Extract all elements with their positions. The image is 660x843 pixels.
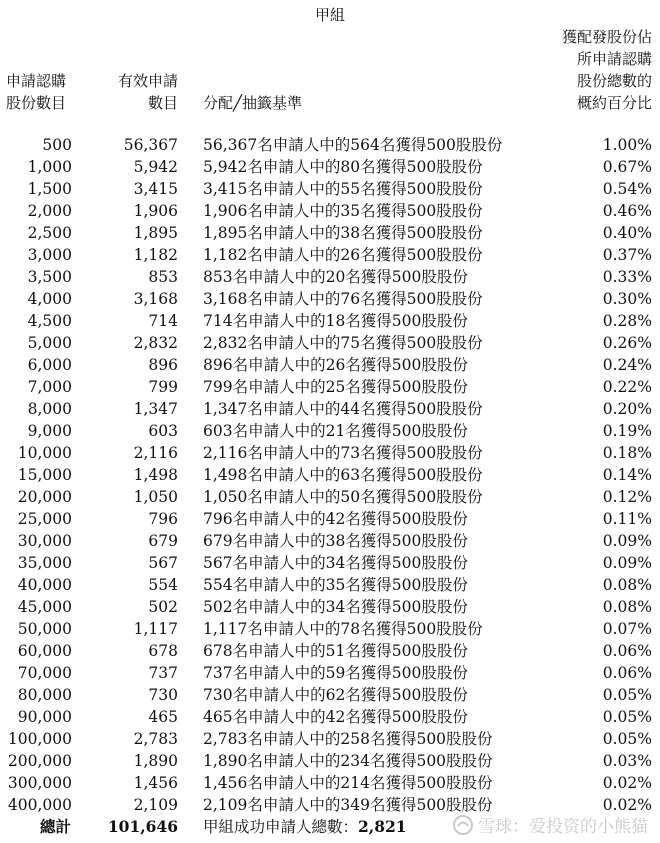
shares-cell: 45,000 [17, 598, 72, 616]
allocation-basis-cell: 730名申請人中的62名獲得500股股份 [203, 686, 468, 704]
percentage-cell: 0.06% [602, 642, 652, 660]
valid-applications-cell: 3,168 [133, 290, 178, 308]
table-row [0, 640, 660, 662]
shares-cell: 7,000 [27, 378, 72, 396]
table-row [0, 200, 660, 222]
shares-cell: 60,000 [17, 642, 72, 660]
table-row [0, 618, 660, 640]
percentage-cell: 0.09% [602, 554, 652, 572]
shares-cell: 4,500 [27, 312, 72, 330]
percentage-cell: 0.22% [602, 378, 652, 396]
header-shares-line2: 股份數目 [6, 94, 67, 112]
percentage-cell: 0.03% [602, 752, 652, 770]
percentage-cell: 1.00% [602, 136, 652, 154]
allocation-basis-cell: 796名申請人中的42名獲得500股股份 [203, 510, 468, 528]
shares-cell: 1,000 [27, 158, 72, 176]
allocation-basis-cell: 737名申請人中的59名獲得500股股份 [203, 664, 468, 682]
percentage-cell: 0.11% [602, 510, 652, 528]
table-row [0, 244, 660, 266]
header-valid-applications [108, 70, 178, 114]
valid-applications-cell: 679 [148, 532, 178, 550]
shares-cell: 30,000 [17, 532, 72, 550]
table-row [0, 288, 660, 310]
table-row [0, 684, 660, 706]
table-row [0, 486, 660, 508]
percentage-cell: 0.28% [602, 312, 652, 330]
shares-cell: 3,500 [27, 268, 72, 286]
header-shares-line1: 申請認購 [6, 72, 67, 90]
table-row [0, 530, 660, 552]
valid-applications-cell: 678 [148, 642, 178, 660]
allocation-basis-cell: 714名申請人中的18名獲得500股股份 [203, 312, 468, 330]
valid-applications-cell: 56,367 [123, 136, 178, 154]
header-valid-line1: 有效申請 [117, 72, 178, 90]
shares-cell: 6,000 [27, 356, 72, 374]
table-row [0, 354, 660, 376]
shares-cell: 1,500 [27, 180, 72, 198]
shares-cell: 8,000 [27, 400, 72, 418]
watermark-text: 雪球：爱投资的小熊猫 [478, 817, 648, 837]
table-row [0, 750, 660, 772]
allocation-table [0, 134, 660, 816]
percentage-cell: 0.37% [602, 246, 652, 264]
allocation-basis-cell: 1,182名申請人中的26名獲得500股股份 [203, 246, 483, 264]
total-valid-applications: 101,646 [107, 817, 178, 836]
allocation-basis-cell: 853名申請人中的20名獲得500股股份 [203, 268, 468, 286]
valid-applications-cell: 796 [148, 510, 178, 528]
header-basis-line1: 分配╱抽籤基準 [203, 94, 303, 112]
page-title: 甲組 [314, 6, 345, 24]
table-row [0, 508, 660, 530]
header-pct-line4: 概約百分比 [576, 94, 652, 112]
percentage-cell: 0.09% [602, 532, 652, 550]
valid-applications-cell: 1,347 [133, 400, 178, 418]
shares-cell: 400,000 [7, 796, 72, 814]
percentage-cell: 0.07% [602, 620, 652, 638]
valid-applications-cell: 554 [148, 576, 178, 594]
header-shares [6, 70, 66, 114]
valid-applications-cell: 2,783 [133, 730, 178, 748]
allocation-basis-cell: 5,942名申請人中的80名獲得500股股份 [203, 158, 483, 176]
shares-cell: 2,500 [27, 224, 72, 242]
percentage-cell: 0.08% [602, 598, 652, 616]
valid-applications-cell: 1,456 [133, 774, 178, 792]
table-row [0, 442, 660, 464]
allocation-basis-cell: 2,109名申請人中的349名獲得500股股份 [203, 796, 493, 814]
shares-cell: 3,000 [27, 246, 72, 264]
shares-cell: 50,000 [17, 620, 72, 638]
snowball-logo-icon [452, 814, 474, 836]
shares-cell: 300,000 [7, 774, 72, 792]
valid-applications-cell: 896 [148, 356, 178, 374]
total-label: 總計 [40, 818, 72, 836]
shares-cell: 90,000 [17, 708, 72, 726]
percentage-cell: 0.30% [602, 290, 652, 308]
allocation-basis-cell: 1,050名申請人中的50名獲得500股股份 [203, 488, 483, 506]
shares-cell: 2,000 [27, 202, 72, 220]
valid-applications-cell: 1,182 [133, 246, 178, 264]
valid-applications-cell: 1,906 [133, 202, 178, 220]
allocation-basis-cell: 1,117名申請人中的78名獲得500股股份 [203, 620, 483, 638]
table-row [0, 310, 660, 332]
valid-applications-cell: 603 [148, 422, 178, 440]
header-percentage [562, 26, 652, 114]
table-row [0, 222, 660, 244]
table-row [0, 420, 660, 442]
table-row [0, 772, 660, 794]
allocation-basis-cell: 896名申請人中的26名獲得500股股份 [203, 356, 468, 374]
percentage-cell: 0.14% [602, 466, 652, 484]
allocation-basis-cell: 678名申請人中的51名獲得500股股份 [203, 642, 468, 660]
table-row [0, 464, 660, 486]
percentage-cell: 0.02% [602, 774, 652, 792]
valid-applications-cell: 1,050 [133, 488, 178, 506]
shares-cell: 80,000 [17, 686, 72, 704]
valid-applications-cell: 2,116 [133, 444, 178, 462]
shares-cell: 5,000 [27, 334, 72, 352]
allocation-basis-cell: 2,832名申請人中的75名獲得500股股份 [203, 334, 483, 352]
valid-applications-cell: 502 [148, 598, 178, 616]
shares-cell: 70,000 [17, 664, 72, 682]
valid-applications-cell: 1,890 [133, 752, 178, 770]
valid-applications-cell: 2,832 [133, 334, 178, 352]
allocation-basis-cell: 1,906名申請人中的35名獲得500股股份 [203, 202, 483, 220]
valid-applications-cell: 1,498 [133, 466, 178, 484]
valid-applications-cell: 5,942 [133, 158, 178, 176]
shares-cell: 4,000 [27, 290, 72, 308]
percentage-cell: 0.40% [602, 224, 652, 242]
allocation-basis-cell: 1,895名申請人中的38名獲得500股股份 [203, 224, 483, 242]
allocation-basis-cell: 502名申請人中的34名獲得500股股份 [203, 598, 468, 616]
shares-cell: 100,000 [7, 730, 72, 748]
valid-applications-cell: 1,895 [133, 224, 178, 242]
valid-applications-cell: 2,109 [133, 796, 178, 814]
allocation-basis-cell: 799名申請人中的25名獲得500股股份 [203, 378, 468, 396]
valid-applications-cell: 465 [148, 708, 178, 726]
allocation-basis-cell: 3,415名申請人中的55名獲得500股股份 [203, 180, 483, 198]
allocation-basis-cell: 1,890名申請人中的234名獲得500股股份 [203, 752, 493, 770]
header-allocation-basis [203, 92, 302, 114]
total-basis-label: 甲組成功申請人總數： [203, 818, 359, 836]
percentage-cell: 0.12% [602, 488, 652, 506]
shares-cell: 20,000 [17, 488, 72, 506]
allocation-basis-cell: 603名申請人中的21名獲得500股股份 [203, 422, 468, 440]
table-row [0, 662, 660, 684]
header-valid-line2: 數目 [147, 94, 178, 112]
percentage-cell: 0.05% [602, 730, 652, 748]
shares-cell: 9,000 [27, 422, 72, 440]
total-basis-value: 2,821 [358, 817, 407, 836]
shares-cell: 25,000 [17, 510, 72, 528]
allocation-basis-cell: 56,367名申請人中的564名獲得500股股份 [203, 136, 503, 154]
percentage-cell: 0.19% [602, 422, 652, 440]
table-row [0, 266, 660, 288]
allocation-basis-cell: 465名申請人中的42名獲得500股股份 [203, 708, 468, 726]
valid-applications-cell: 1,117 [133, 620, 178, 638]
shares-cell: 40,000 [17, 576, 72, 594]
table-row [0, 376, 660, 398]
percentage-cell: 0.67% [602, 158, 652, 176]
table-row [0, 178, 660, 200]
percentage-cell: 0.24% [602, 356, 652, 374]
allocation-basis-cell: 554名申請人中的35名獲得500股股份 [203, 576, 468, 594]
allocation-basis-cell: 679名申請人中的38名獲得500股股份 [203, 532, 468, 550]
allocation-basis-cell: 3,168名申請人中的76名獲得500股股份 [203, 290, 483, 308]
table-row [0, 596, 660, 618]
table-row [0, 398, 660, 420]
header-pct-line3: 股份總數的 [576, 72, 652, 90]
valid-applications-cell: 714 [148, 312, 178, 330]
allocation-basis-cell: 1,498名申請人中的63名獲得500股股份 [203, 466, 483, 484]
shares-cell: 200,000 [7, 752, 72, 770]
percentage-cell: 0.33% [602, 268, 652, 286]
valid-applications-cell: 567 [148, 554, 178, 572]
table-row [0, 156, 660, 178]
percentage-cell: 0.18% [602, 444, 652, 462]
table-row [0, 706, 660, 728]
header-pct-line1: 獲配發股份佔 [561, 28, 652, 46]
shares-cell: 500 [42, 136, 72, 154]
percentage-cell: 0.26% [602, 334, 652, 352]
valid-applications-cell: 730 [148, 686, 178, 704]
percentage-cell: 0.46% [602, 202, 652, 220]
shares-cell: 10,000 [17, 444, 72, 462]
percentage-cell: 0.20% [602, 400, 652, 418]
valid-applications-cell: 853 [148, 268, 178, 286]
percentage-cell: 0.08% [602, 576, 652, 594]
allocation-basis-cell: 1,347名申請人中的44名獲得500股股份 [203, 400, 483, 418]
shares-cell: 15,000 [17, 466, 72, 484]
allocation-basis-cell: 567名申請人中的34名獲得500股股份 [203, 554, 468, 572]
percentage-cell: 0.06% [602, 664, 652, 682]
valid-applications-cell: 3,415 [133, 180, 178, 198]
table-row [0, 332, 660, 354]
percentage-cell: 0.02% [602, 796, 652, 814]
total-successful-applicants [203, 816, 407, 838]
percentage-cell: 0.54% [602, 180, 652, 198]
allocation-basis-cell: 2,783名申請人中的258名獲得500股股份 [203, 730, 493, 748]
table-row [0, 552, 660, 574]
allocation-basis-cell: 2,116名申請人中的73名獲得500股股份 [203, 444, 483, 462]
valid-applications-cell: 799 [148, 378, 178, 396]
table-row [0, 728, 660, 750]
table-row [0, 134, 660, 156]
shares-cell: 35,000 [17, 554, 72, 572]
table-row [0, 574, 660, 596]
percentage-cell: 0.05% [602, 708, 652, 726]
percentage-cell: 0.05% [602, 686, 652, 704]
allocation-basis-cell: 1,456名申請人中的214名獲得500股股份 [203, 774, 493, 792]
watermark [452, 812, 648, 837]
header-pct-line2: 所申請認購 [576, 50, 652, 68]
valid-applications-cell: 737 [148, 664, 178, 682]
